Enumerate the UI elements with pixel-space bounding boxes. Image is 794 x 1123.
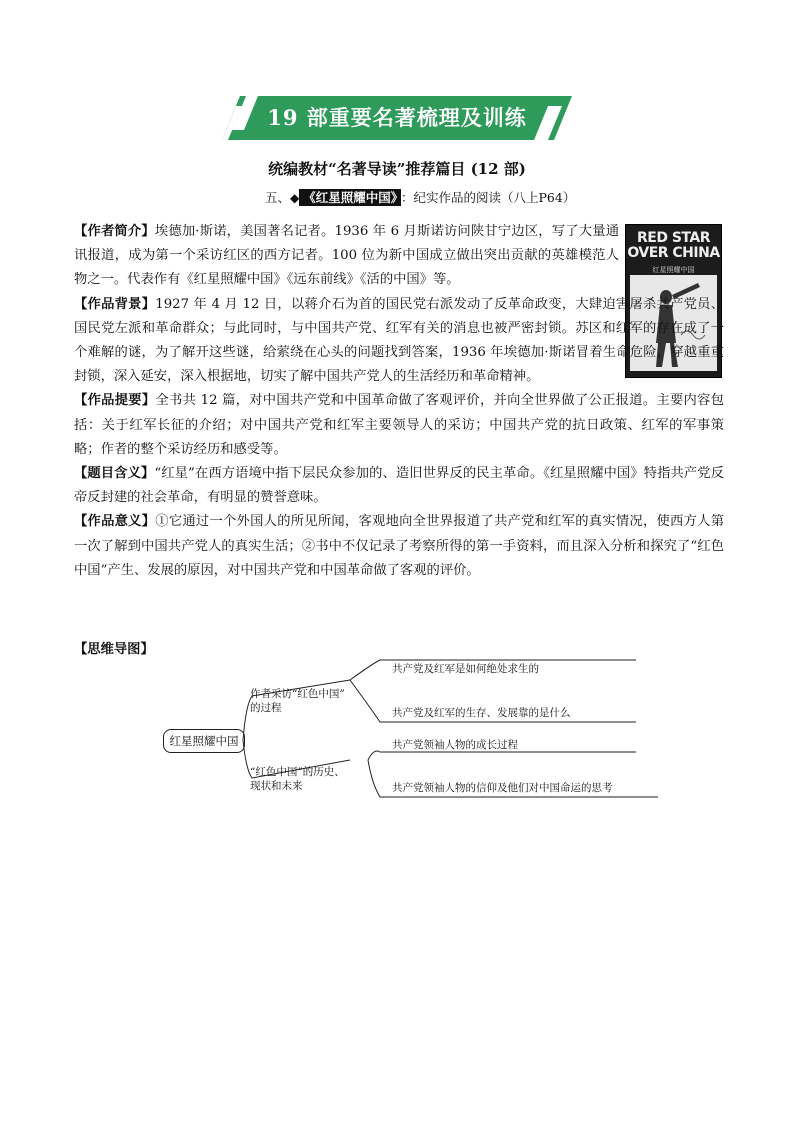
cover-title-en: RED STAR OVER CHINA xyxy=(627,230,720,261)
banner-title: 19 部重要名著梳理及训练 xyxy=(267,105,527,130)
cover-title-zh: 红星照耀中国 xyxy=(652,266,695,274)
para-summary: 【作品提要】全书共 12 篇，对中国共产党和中国革命做了客观评价，并向全世界做了公正报道。主要内容包括：关于红军长征的介绍；对中国共产党和红军主要领导人的采访；中国共产党的抗日政策、红军的军事策略；作者的整个采访经历和感受等。 xyxy=(74,393,724,457)
mindmap-leaf: 共产党及红军的生存、发展靠的是什么 xyxy=(392,707,571,719)
body-text xyxy=(74,220,724,583)
book-title-badge: 《红星照耀中国》 xyxy=(299,189,401,206)
para-author: 【作者简介】埃德加·斯诺，美国著名记者。1936 年 6 月斯诺访问陕甘宁边区，写了大量通讯报道，成为第一个采访红区的西方记者。100 位为新中国成立做出突出贡献的英雄模范人物之一。代表作有《红星照耀中国》《远东前线》《活的中国》等。 xyxy=(74,224,619,288)
subtitle: 统编教材“名著导读”推荐篇目 (12 部) xyxy=(268,160,526,178)
mindmap-root: 红星照耀中国 xyxy=(163,729,245,753)
para-background: 【作品背景】1927 年 4 月 12 日，以蒋介石为首的国民党右派发动了反革命政变，大肆迫害屠杀共产党员、国民党左派和革命群众；与此同时，与中国共产党、红军有关的消息也被严密封锁。苏区和红军的存在成了一个难解的谜，为了解开这些谜，给萦绕在心头的问题找到答案，1936 年埃德加·斯诺冒着生命危险，穿越重重封锁，深入延安，深入根据地，切实了解中国共产党人的生活经历和革命精神。 xyxy=(74,296,725,385)
mindmap-leaf: 共产党及红军是如何绝处求生的 xyxy=(392,663,539,675)
mindmap-branch-2: “红色中国”的历史、 现状和未来 xyxy=(250,766,345,792)
section-heading xyxy=(265,188,575,206)
para-significance: 【作品意义】①它通过一个外国人的所见所闻，客观地向全世界报道了共产党和红军的真实情况，使西方人第一次了解到中国共产党人的真实生活；②书中不仅记录了考察所得的第一手资料，而且深入分析和探究了“红色中国”产生、发展的原因，对中国共产党和中国革命做了客观的评价。 xyxy=(74,514,724,578)
para-title-meaning: 【题目含义】“红星”在西方语境中指下层民众参加的、造旧世界反的民主革命。《红星照耀中国》特指共产党反帝反封建的社会革命，有明显的赞誉意味。 xyxy=(74,466,724,506)
mindmap-leaf: 共产党领袖人物的成长过程 xyxy=(392,739,518,751)
section-number: 五、 xyxy=(265,190,291,205)
title-banner xyxy=(222,96,572,140)
mindmap-branch-1: 作者采访“红色中国” 的过程 xyxy=(250,688,345,714)
mindmap-leaf: 共产党领袖人物的信仰及他们对中国命运的思考 xyxy=(392,782,613,794)
mindmap-label: 【思维导图】 xyxy=(74,642,154,657)
section-rest: ：纪实作品的阅读（八上P64） xyxy=(401,190,576,205)
diamond-icon: ◆ xyxy=(290,191,300,205)
